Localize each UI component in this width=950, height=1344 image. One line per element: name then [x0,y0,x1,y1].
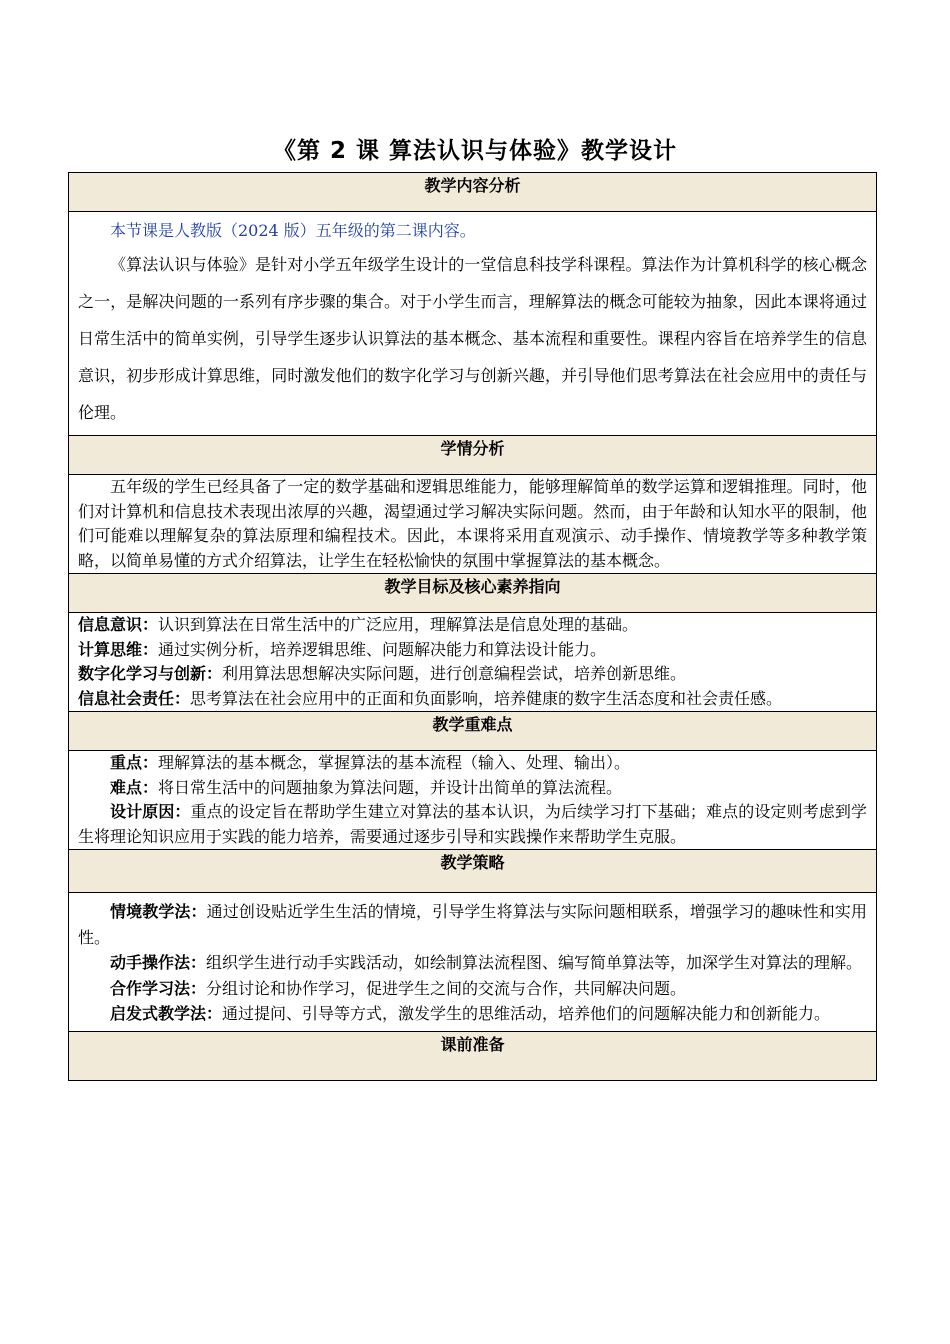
section-heading-content-analysis: 教学内容分析 [69,173,877,212]
content-intro: 本节课是人教版（2024 版）五年级的第二课内容。 [110,221,476,240]
strategy-item: 情境教学法：通过创设贴近学生生活的情境，引导学生将算法与实际问题相联系，增强学习的趣味性和实用性。 [78,902,867,947]
section-body-objectives [69,613,877,712]
content-paragraph: 《算法认识与体验》是针对小学五年级学生设计的一堂信息科技学科课程。算法作为计算机科学的核心概念之一，是解决问题的一系列有序步骤的集合。对于小学生而言，理解算法的概念可能较为抽象，因此本课将通过日常生活中的简单实例，引导学生逐步认识算法的基本概念、基本流程和重要性。课程内容旨在培养学生的信息意识，初步形成计算思维，同时激发他们的数字化学习与创新兴趣，并引导他们思考算法在社会应用中的责任与伦理。 [78,255,867,422]
section-body-student-analysis [69,475,877,574]
section-heading-objectives: 教学目标及核心素养指向 [69,574,877,613]
strategy-item: 合作学习法：分组讨论和协作学习，促进学生之间的交流与合作，共同解决问题。 [110,978,687,998]
objective-item: 信息意识：认识到算法在日常生活中的广泛应用，理解算法是信息处理的基础。 [78,615,639,634]
strategy-item: 动手操作法：组织学生进行动手实践活动，如绘制算法流程图、编写简单算法等，加深学生对算法的理解。 [110,953,863,972]
section-body-strategies [69,893,877,1032]
document-title: 《第 2 课 算法认识与体验》教学设计 [272,138,678,164]
student-paragraph: 五年级的学生已经具备了一定的数学基础和逻辑思维能力，能够理解简单的数学运算和逻辑推理。同时，他们对计算机和信息技术表现出浓厚的兴趣，渴望通过学习解决实际问题。然而，由于年龄和认知水平的限制，他们可能难以理解复杂的算法原理和编程技术。因此，本课将采用直观演示、动手操作、情境教学等多种教学策略，以简单易懂的方式介绍算法，让学生在轻松愉快的氛围中掌握算法的基本概念。 [78,477,867,570]
section-heading-student-analysis: 学情分析 [69,436,877,475]
lesson-plan-table [68,172,877,1081]
section-body-content-analysis [69,212,877,436]
section-heading-strategies: 教学策略 [69,850,877,893]
key-point-item: 设计原因：重点的设定旨在帮助学生建立对算法的基本认识，为后续学习打下基础；难点的设定则考虑到学生将理论知识应用于实践的能力培养，需要通过逐步引导和实践操作来帮助学生克服。 [78,802,867,846]
objective-item: 数字化学习与创新：利用算法思想解决实际问题，进行创意编程尝试，培养创新思维。 [78,664,687,683]
objective-item: 计算思维：通过实例分析，培养逻辑思维、问题解决能力和算法设计能力。 [78,639,607,659]
key-point-item: 难点：将日常生活中的问题抽象为算法问题，并设计出简单的算法流程。 [110,777,623,797]
objective-item: 信息社会责任：思考算法在社会应用中的正面和负面影响，培养健康的数字生活态度和社会责任感。 [78,688,783,708]
section-heading-preparation: 课前准备 [69,1031,877,1080]
key-point-item: 重点：理解算法的基本概念，掌握算法的基本流程（输入、处理、输出）。 [110,753,631,772]
strategy-item: 启发式教学法：通过提问、引导等方式，激发学生的思维活动，培养他们的问题解决能力和创新能力。 [110,1004,831,1023]
section-heading-key-points: 教学重难点 [69,712,877,751]
section-body-key-points [69,751,877,850]
